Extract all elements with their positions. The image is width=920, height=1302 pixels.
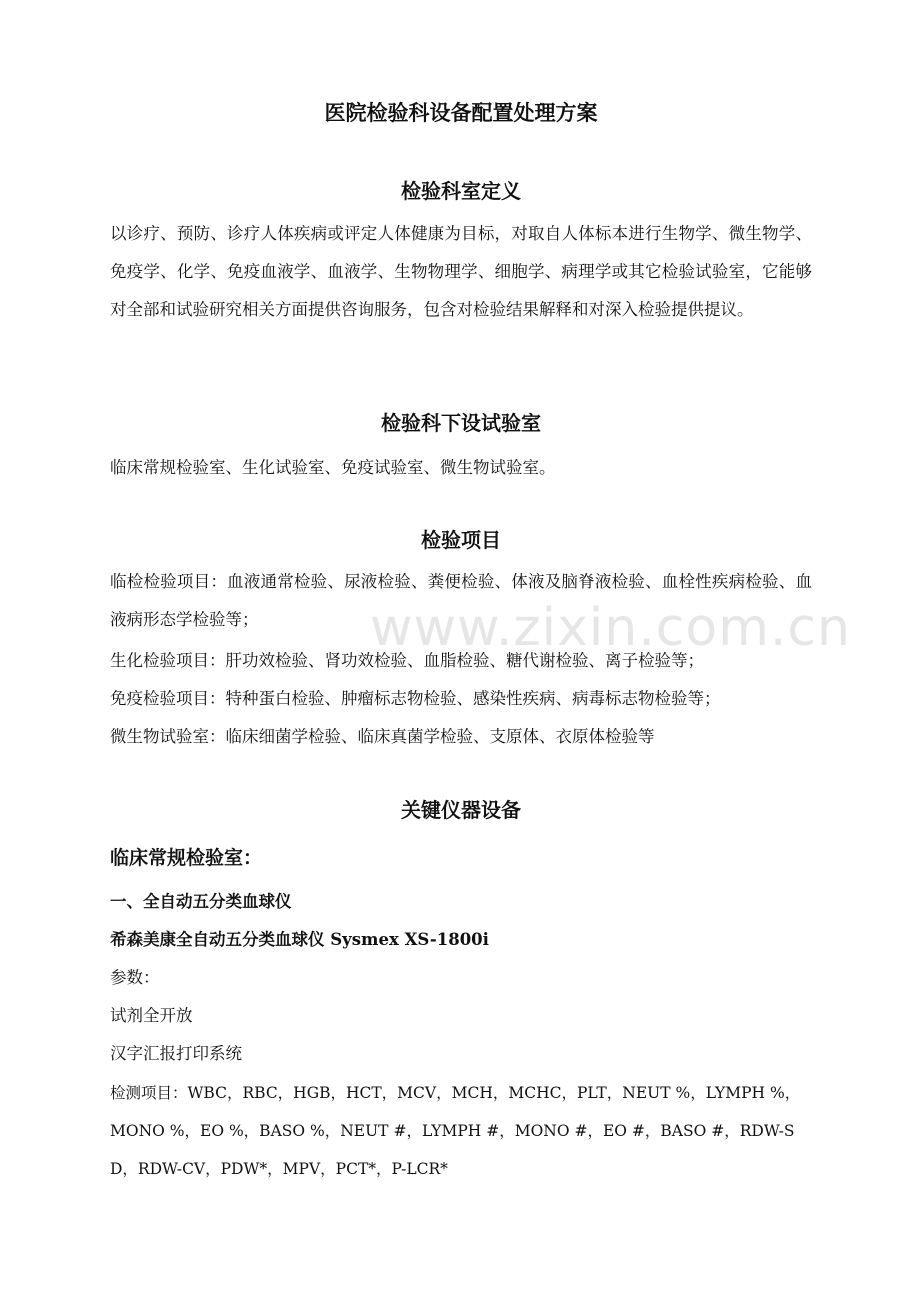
items-clinical: 临检检验项目：血液通常检验、尿液检验、粪便检验、体液及脑脊液检验、血栓性疾病检验、血液病形态学检验等； [110,572,812,629]
items-biochem: 生化检验项目：肝功效检验、肾功效检验、血脂检验、糖代谢检验、离子检验等； [110,651,704,670]
section-heading-labs: 检验科下设试验室 [381,411,541,435]
section-heading-definition: 检验科室定义 [401,179,521,203]
section-heading-equipment: 关键仪器设备 [401,798,521,822]
section-heading-items: 检验项目 [421,528,501,552]
item1-model: 希森美康全自动五分类血球仪 Sysmex XS-1800i [110,930,489,949]
item1-heading: 一、全自动五分类血球仪 [110,892,292,911]
document-title: 医院检验科设备配置处理方案 [324,100,598,125]
labs-paragraph: 临床常规检验室、生化试验室、免疫试验室、微生物试验室。 [110,458,556,477]
lab-subheading: 临床常规检验室： [110,847,263,869]
param-reagents: 试剂全开放 [110,1006,193,1025]
tests-paragraph: 检测项目：WBC，RBC，HGB，HCT，MCV，MCH，MCHC，PLT，NEUT %，LYMPH %，MONO %，EO %，BASO %，NEUT #，LYMPH #，MONO #，EO #，BASO #，RDW-SD，RDW-CV，PDW*，MPV，PCT*，P-LCR* [110,1084,801,1178]
params-label: 参数： [110,968,160,987]
definition-paragraph: 以诊疗、预防、诊疗人体疾病或评定人体健康为目标，对取自人体标本进行生物学、微生物学、免疫学、化学、免疫血液学、血液学、生物物理学、细胞学、病理学或其它检验试验室，它能够对全部和试验研究相关方面提供咨询服务，包含对检验结果解释和对深入检验提供提议。 [110,224,812,319]
items-immuno: 免疫检验项目：特种蛋白检验、肿瘤标志物检验、感染性疾病、病毒标志物检验等； [110,689,721,708]
param-report-system: 汉字汇报打印系统 [110,1044,242,1063]
items-micro: 微生物试验室：临床细菌学检验、临床真菌学检验、支原体、衣原体检验等 [110,727,655,746]
watermark: www.zixin.com.cn [370,598,851,658]
